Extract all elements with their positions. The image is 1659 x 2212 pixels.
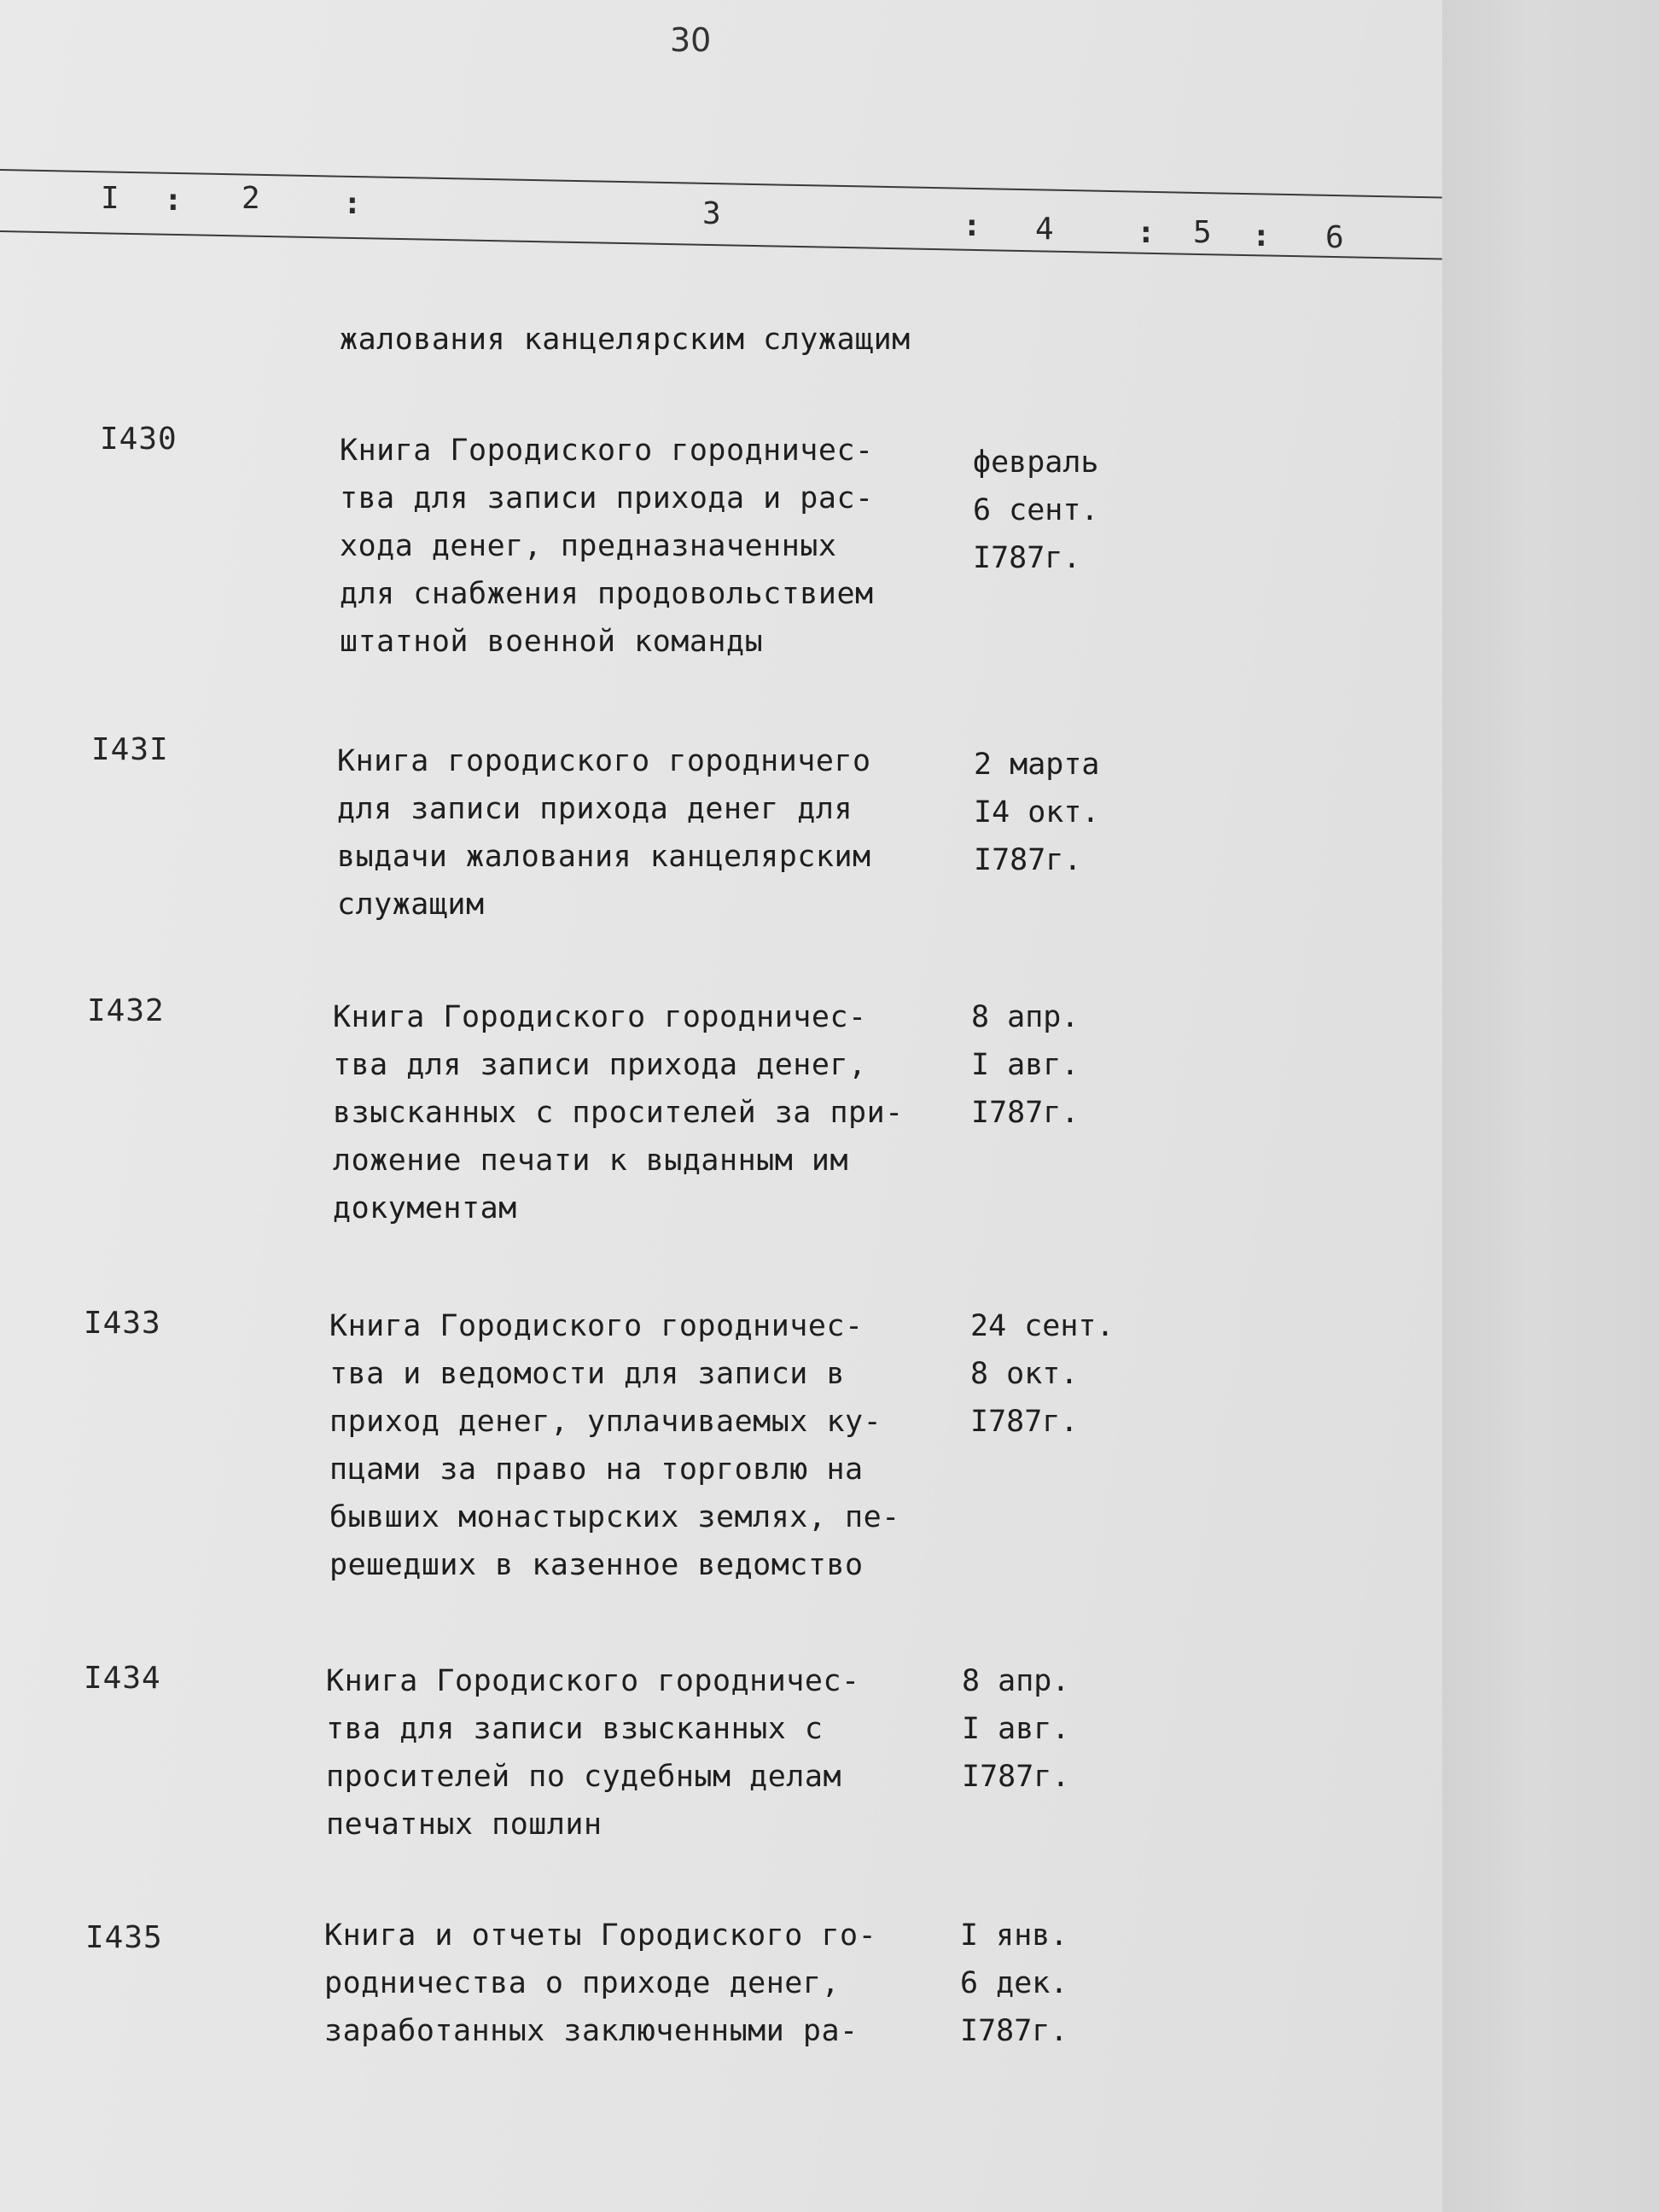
entry-date-start: I янв. bbox=[960, 1918, 1068, 1953]
column-separator: : bbox=[164, 183, 183, 218]
entry-title-line: документам bbox=[333, 1191, 517, 1225]
entry-date-year: I787г. bbox=[970, 1405, 1079, 1439]
column-separator: : bbox=[1137, 215, 1155, 250]
column-header-3: 3 bbox=[702, 196, 721, 231]
continuation-text: жалования канцелярским служащим bbox=[340, 323, 911, 357]
entry-title-line: служащим bbox=[337, 888, 485, 922]
entry-date-start: 8 апр. bbox=[962, 1664, 1070, 1698]
entry-date-start: 8 апр. bbox=[971, 1000, 1080, 1034]
entry-title-line: пцами за право на торговлю на bbox=[329, 1452, 864, 1487]
entry-title-line: для снабжения продовольствием bbox=[340, 577, 874, 611]
entry-number: I430 bbox=[100, 422, 178, 457]
entry-date-start: 24 сент. bbox=[970, 1309, 1115, 1343]
entry-title-line: для записи прихода денег для bbox=[337, 792, 853, 826]
entry-title-line: приход денег, уплачиваемых ку- bbox=[329, 1405, 882, 1439]
entry-title-line: решедших в казенное ведомство bbox=[329, 1548, 864, 1582]
page-number: 30 bbox=[670, 21, 712, 59]
entry-title-line: тва для записи прихода денег, bbox=[333, 1048, 867, 1082]
entry-number: I435 bbox=[85, 1920, 163, 1955]
column-header-5: 5 bbox=[1193, 215, 1212, 250]
entry-date-year: I787г. bbox=[973, 541, 1081, 575]
column-separator: : bbox=[343, 186, 362, 221]
entry-date-end: 6 дек. bbox=[960, 1966, 1068, 2000]
entry-title-line: штатной военной команды bbox=[340, 625, 764, 659]
entry-date-end: I4 окт. bbox=[974, 795, 1100, 830]
entry-title-line: ложение печати к выданным им bbox=[333, 1144, 849, 1178]
column-header-6: 6 bbox=[1325, 220, 1344, 255]
page-edge-shadow bbox=[1442, 0, 1659, 2212]
entry-title-line: печатных пошлин bbox=[326, 1807, 602, 1842]
entry-title-line: Книга и отчеты Городиского го- bbox=[324, 1918, 877, 1953]
entry-number: I433 bbox=[84, 1306, 161, 1341]
entry-title-line: взысканных с просителей за при- bbox=[333, 1096, 904, 1130]
entry-date-year: I787г. bbox=[960, 2014, 1068, 2048]
entry-date-end: 8 окт. bbox=[970, 1357, 1079, 1391]
entry-title-line: тва для записи прихода и рас- bbox=[340, 481, 874, 515]
entry-date-start: 2 марта bbox=[974, 748, 1100, 782]
entry-date-year: I787г. bbox=[971, 1096, 1080, 1130]
entry-title-line: хода денег, предназначенных bbox=[340, 529, 837, 563]
entry-title-line: тва для записи взысканных с bbox=[326, 1712, 824, 1746]
entry-title-line: бывших монастырских землях, пе- bbox=[329, 1500, 900, 1534]
entry-date-end: I авг. bbox=[971, 1048, 1080, 1082]
entry-date-end: 6 сент. bbox=[973, 493, 1099, 527]
column-separator: : bbox=[963, 208, 981, 243]
entry-date-start: февраль bbox=[973, 445, 1099, 480]
entry-title-line: Книга Городиского городничес- bbox=[333, 1000, 867, 1034]
entry-number: I434 bbox=[84, 1661, 161, 1696]
entry-title-line: родничества о приходе денег, bbox=[324, 1966, 841, 2000]
entry-date-end: I авг. bbox=[962, 1712, 1070, 1746]
entry-date-year: I787г. bbox=[974, 843, 1082, 877]
entry-date-year: I787г. bbox=[962, 1760, 1070, 1794]
entry-title-line: Книга Городиского городничес- bbox=[329, 1309, 864, 1343]
entry-number: I432 bbox=[87, 993, 165, 1028]
entry-title-line: заработанных заключенными ра- bbox=[324, 2014, 859, 2048]
entry-number: I43I bbox=[91, 732, 169, 767]
column-header-1: I bbox=[101, 181, 119, 216]
entry-title-line: выдачи жалования канцелярским bbox=[337, 840, 871, 874]
entry-title-line: просителей по судебным делам bbox=[326, 1760, 842, 1794]
entry-title-line: Книга городиского городничего bbox=[337, 744, 871, 778]
entry-title-line: Книга Городиского городничес- bbox=[326, 1664, 860, 1698]
entry-title-line: тва и ведомости для записи в bbox=[329, 1357, 846, 1391]
column-header-4: 4 bbox=[1035, 212, 1054, 247]
column-header-2: 2 bbox=[242, 181, 260, 216]
entry-title-line: Книга Городиского городничес- bbox=[340, 434, 874, 468]
column-separator: : bbox=[1252, 218, 1271, 253]
